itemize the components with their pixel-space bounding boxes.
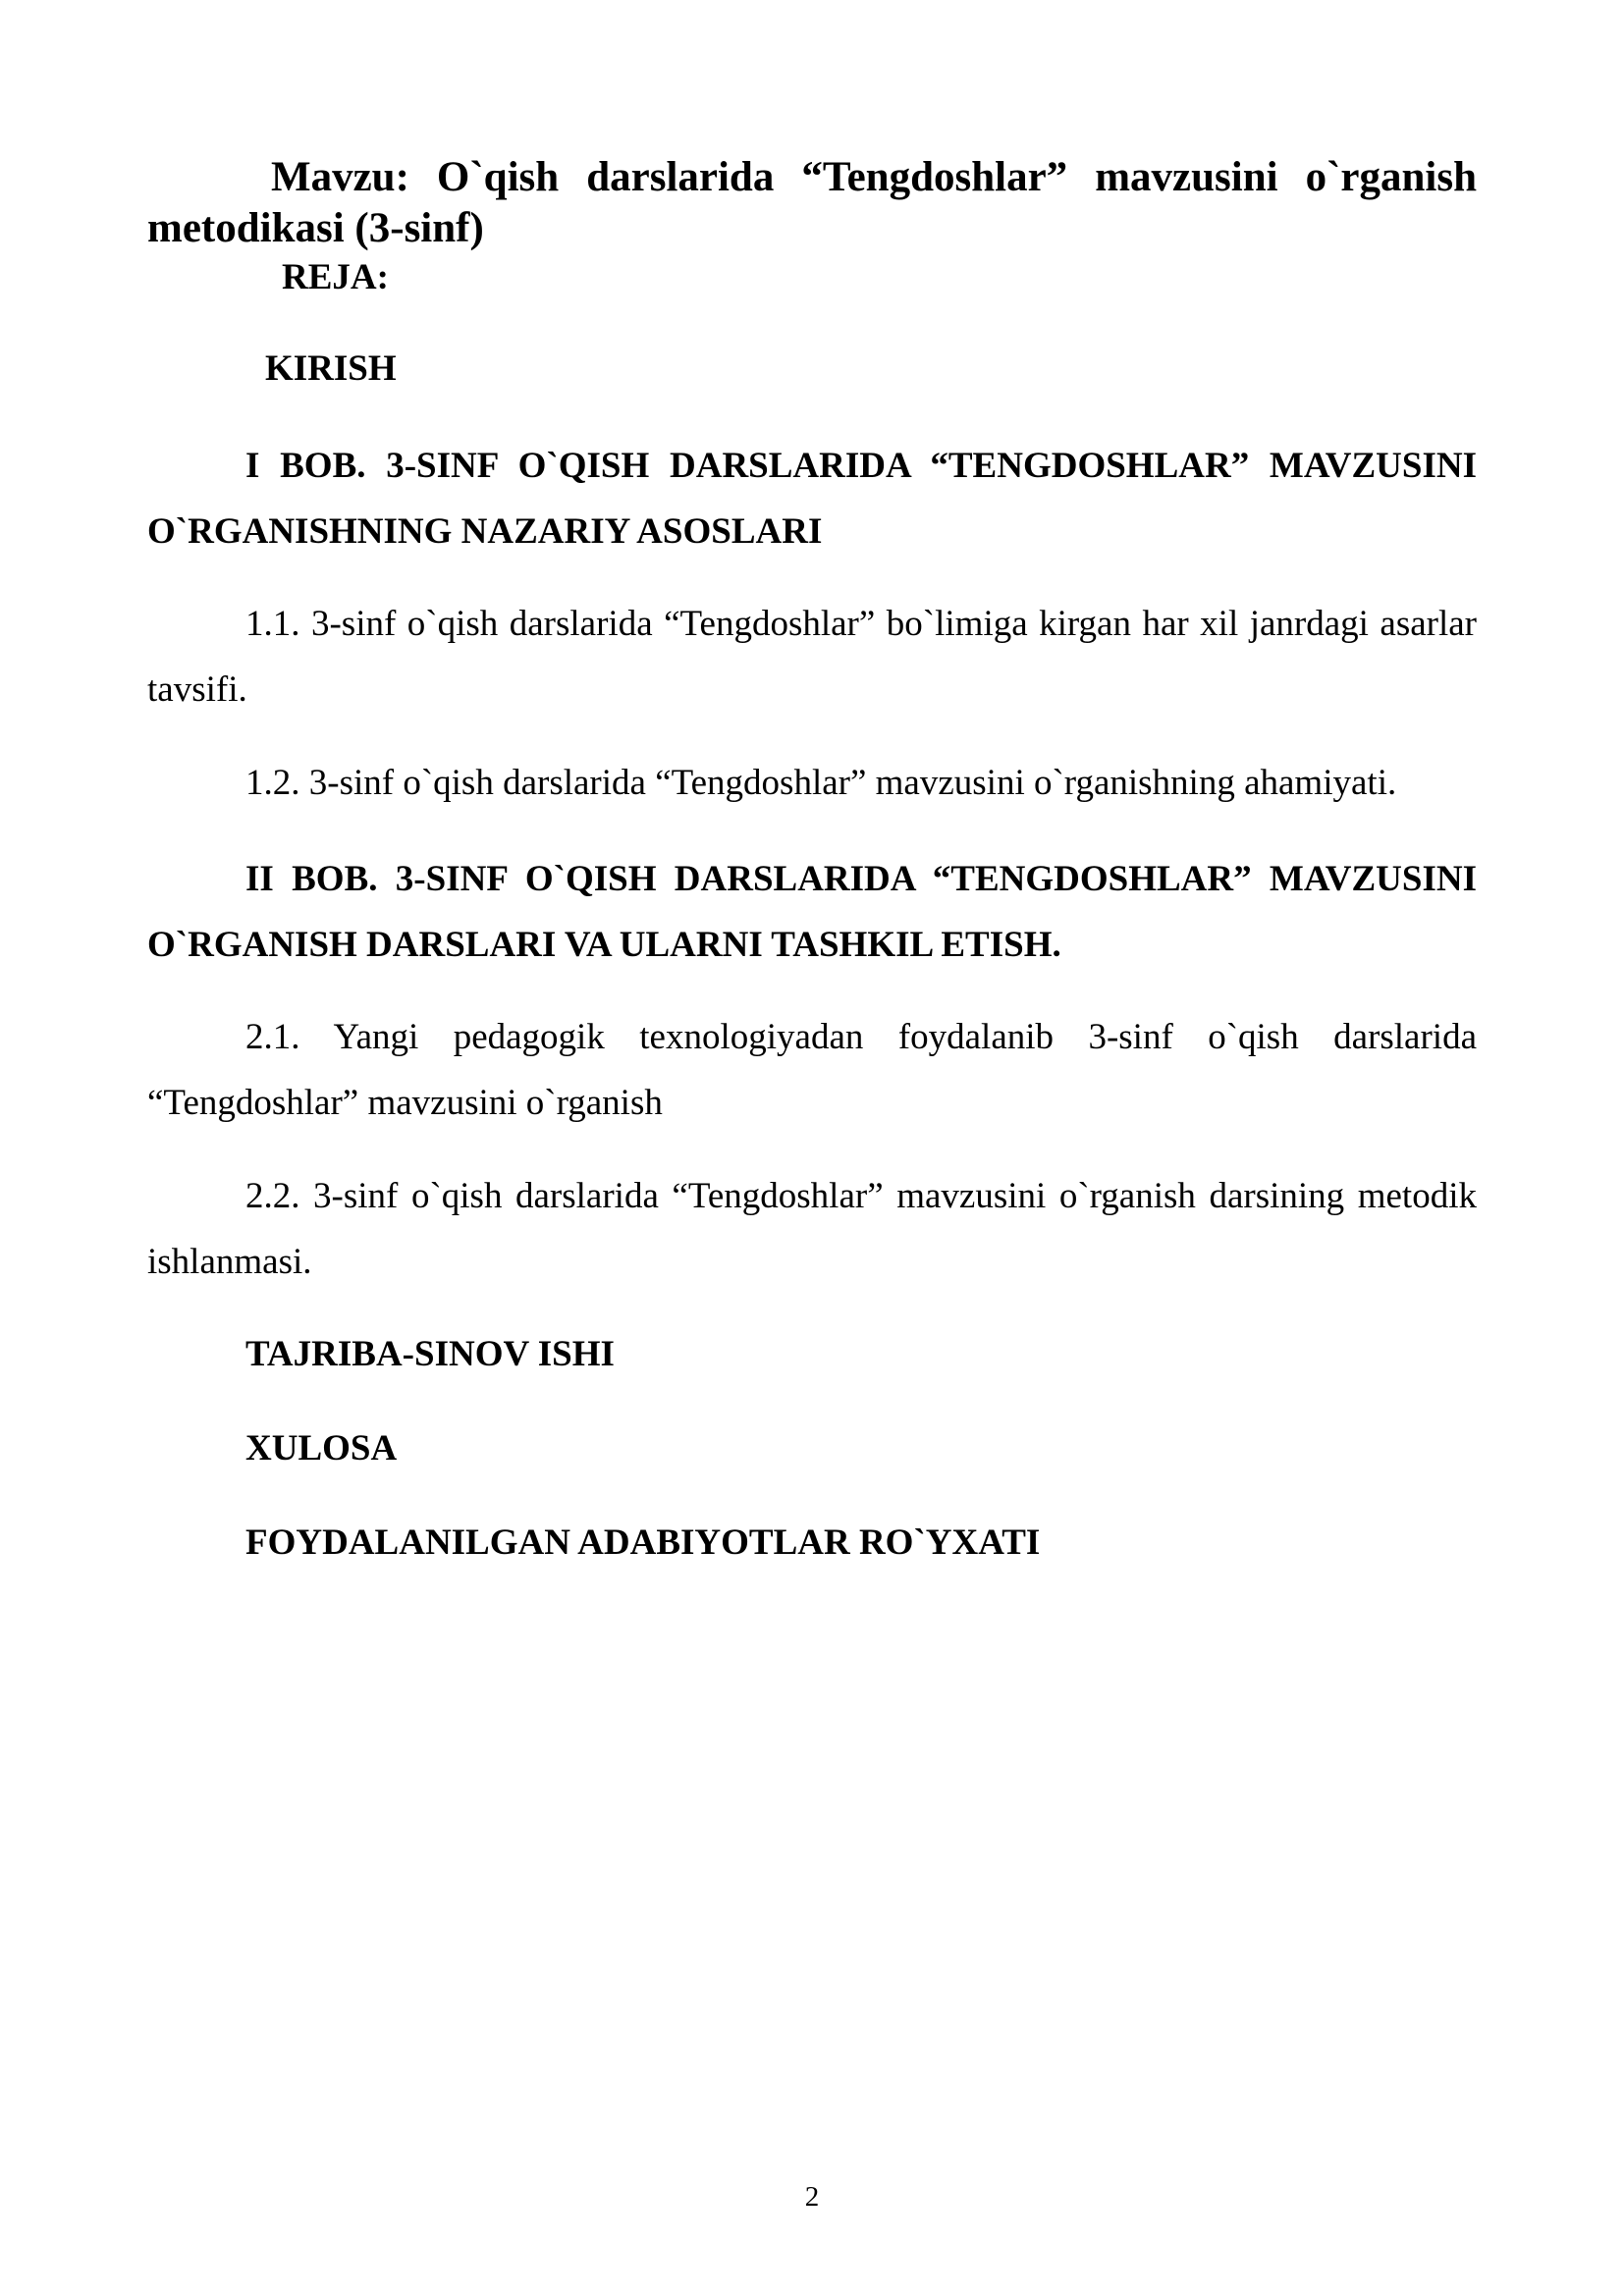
plan-label: REJA: (282, 257, 389, 297)
toc-chapter-1: I BOB. 3-SINF O`QISH DARSLARIDA “TENGDOSHLAR” MAVZUSINI O`RGANISHNING NAZARIY ASOSLARI (147, 446, 1477, 552)
toc-experiment: TAJRIBA-SINOV ISHI (245, 1334, 615, 1374)
toc-section-2-2: 2.2. 3-sinf o`qish darslarida “Tengdoshlar” mavzusini o`rganish darsining metodik ishlanmasi. (147, 1176, 1477, 1282)
toc-section-1-1: 1.1. 3-sinf o`qish darslarida “Tengdoshlar” bo`limiga kirgan har xil janrdagi asarlar tavsifi. (147, 604, 1477, 710)
page-number: 2 (804, 2181, 820, 2213)
toc-section-2-1: 2.1. Yangi pedagogik texnologiyadan foydalanib 3-sinf o`qish darslarida “Tengdoshlar” mavzusini o`rganish (147, 1017, 1477, 1123)
toc-conclusion: XULOSA (245, 1428, 398, 1468)
document-title: Mavzu: O`qish darslarida “Tengdoshlar” mavzusini o`rganish metodikasi (3-sinf) (147, 154, 1477, 251)
toc-references: FOYDALANILGAN ADABIYOTLAR RO`YXATI (245, 1522, 1041, 1563)
toc-section-1-2: 1.2. 3-sinf o`qish darslarida “Tengdoshlar” mavzusini o`rganishning ahamiyati. (245, 763, 1397, 803)
toc-chapter-2: II BOB. 3-SINF O`QISH DARSLARIDA “TENGDOSHLAR” MAVZUSINI O`RGANISH DARSLARI VA ULARNI TASHKIL ETISH. (147, 859, 1477, 965)
toc-intro: KIRISH (265, 348, 397, 389)
